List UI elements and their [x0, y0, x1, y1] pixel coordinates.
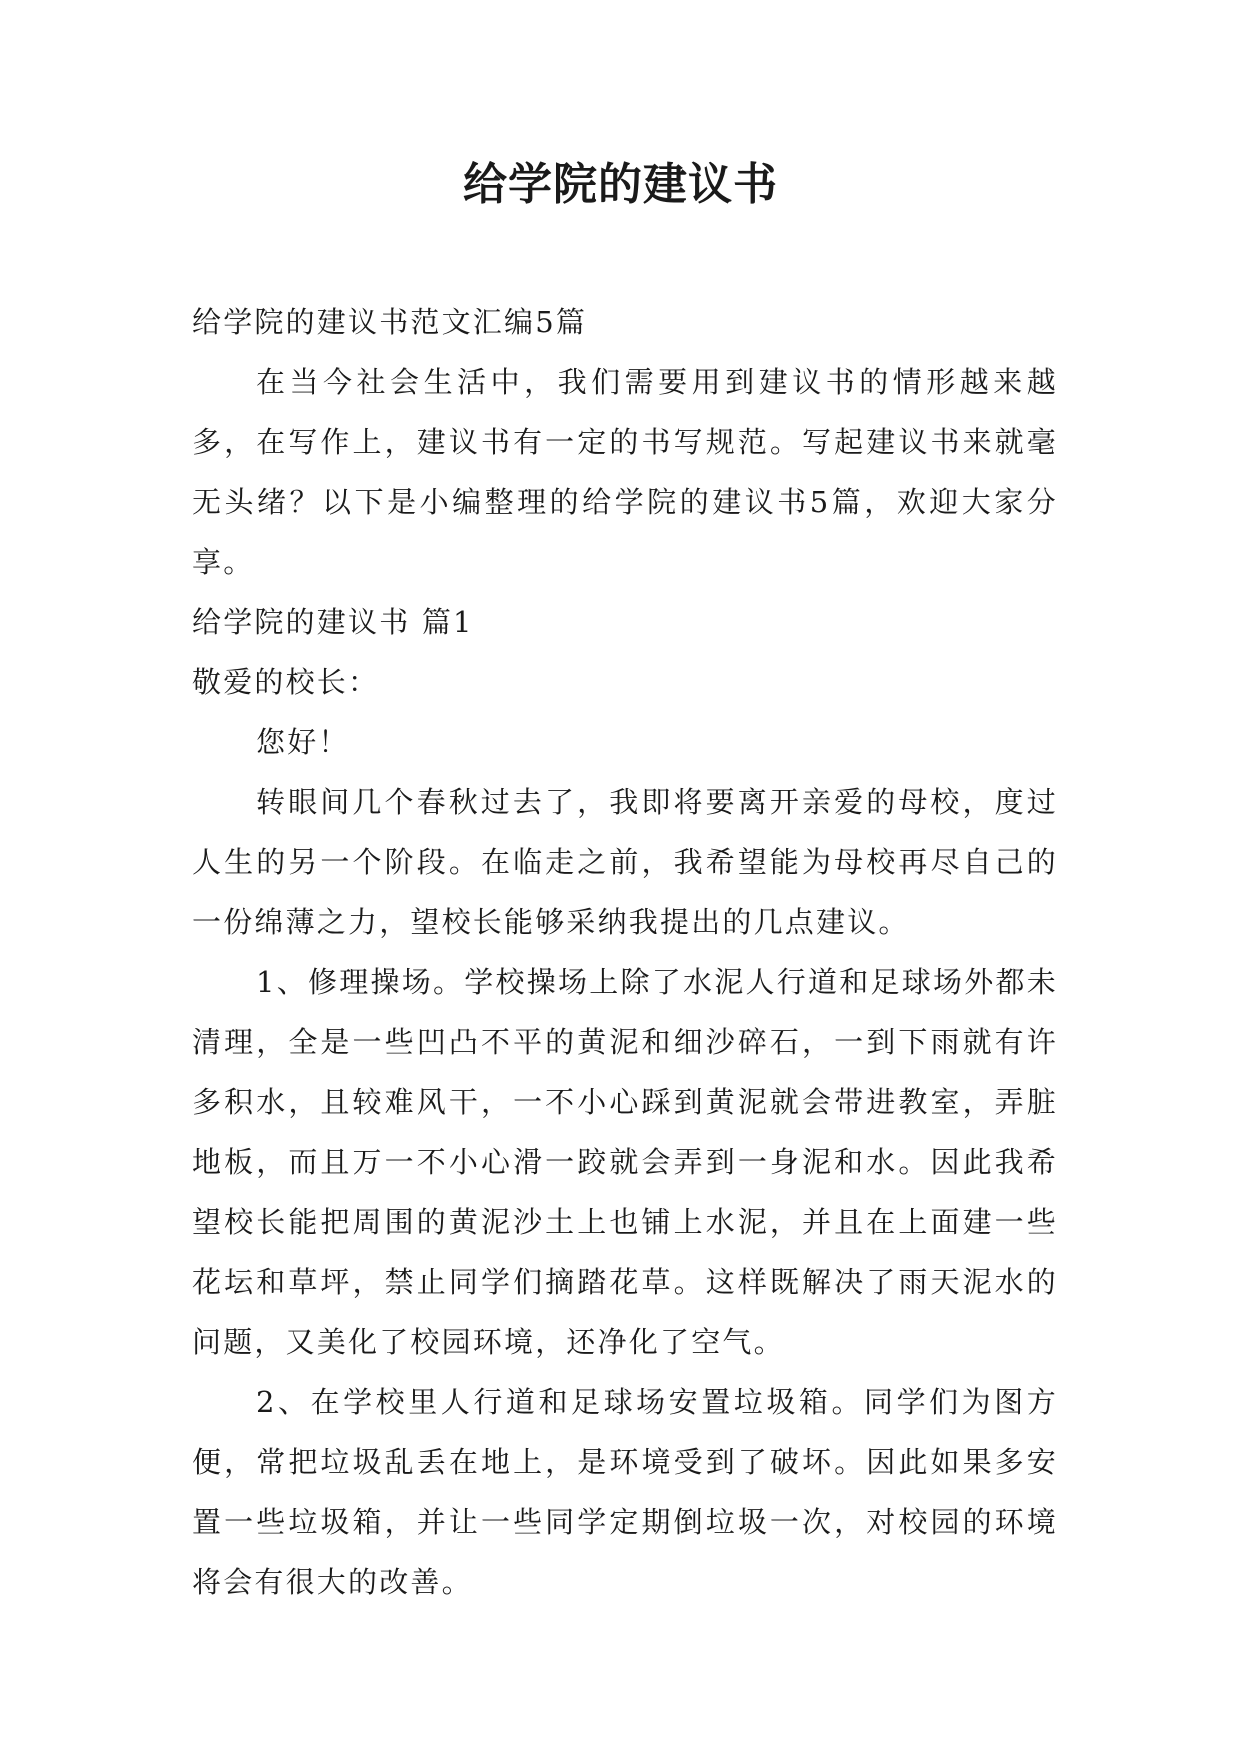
paragraph-opening: 转眼间几个春秋过去了，我即将要离开亲爱的母校，度过人生的另一个阶段。在临走之前，我希望能为母校再尽自己的一份绵薄之力，望校长能够采纳我提出的几点建议。 [192, 785, 1058, 939]
paragraph-intro: 在当今社会生活中，我们需要用到建议书的情形越来越多，在写作上，建议书有一定的书写规范。写起建议书来就毫无头绪？以下是小编整理的给学院的建议书5篇，欢迎大家分享。 [192, 365, 1058, 579]
paragraph-salutation: 敬爱的校长： [192, 665, 380, 699]
paragraph-suggestion-1: 1、修理操场。学校操场上除了水泥人行道和足球场外都未清理，全是一些凹凸不平的黄泥和细沙碎石，一到下雨就有许多积水，且较难风干，一不小心踩到黄泥就会带进教室，弄脏地板，而且万一不小心滑一跤就会弄到一身泥和水。因此我希望校长能把周围的黄泥沙土上也铺上水泥，并且在上面建一些花坛和草坪，禁止同学们摘踏花草。这样既解决了雨天泥水的问题，又美化了校园环境，还净化了空气。 [192, 965, 1058, 1359]
paragraph-greeting: 您好！ [256, 725, 350, 759]
paragraph-subtitle: 给学院的建议书范文汇编5篇 [192, 305, 588, 339]
paragraph-suggestion-2: 2、在学校里人行道和足球场安置垃圾箱。同学们为图方便，常把垃圾乱丢在地上，是环境受到了破坏。因此如果多安置一些垃圾箱，并让一些同学定期倒垃圾一次，对校园的环境将会有很大的改善。 [192, 1385, 1058, 1599]
paragraph-section-heading: 给学院的建议书 篇1 [192, 605, 474, 639]
document-title: 给学院的建议书 [463, 159, 778, 210]
document-body [192, 292, 1058, 1612]
